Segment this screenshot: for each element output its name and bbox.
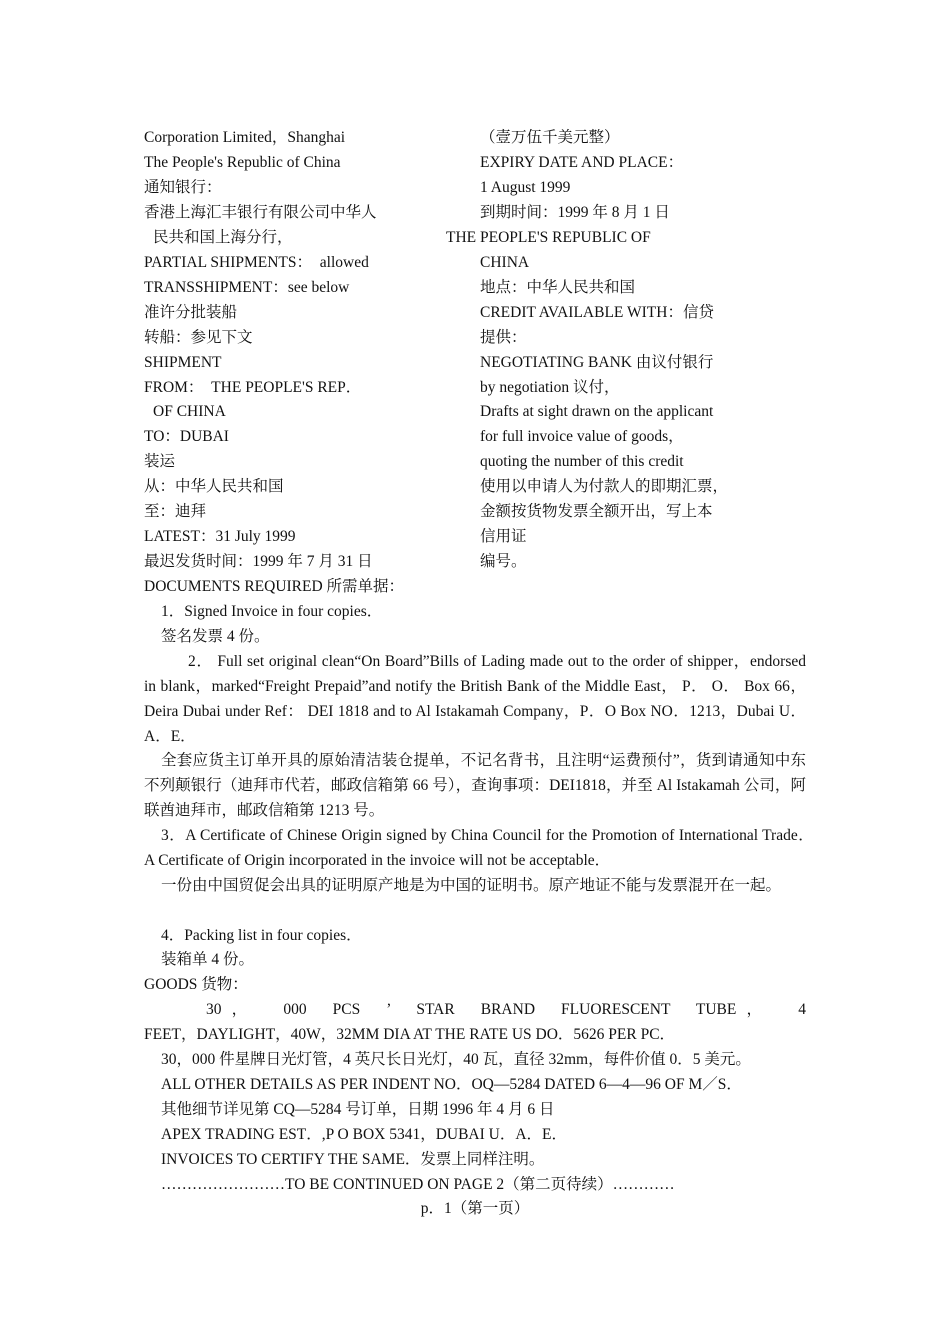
left-line: 民共和国上海分行， bbox=[153, 229, 293, 246]
document-item-3-en: 3．A Certificate of Chinese Origin signed by China Council for the Promotion of International Trade． A Certificate of Origin incorporated in the invoice will not be acceptable． bbox=[144, 827, 822, 869]
document-item-3-cn: 一份由中国贸促会出具的证明原产地是为中国的证明书。原产地证不能与发票混开在一起。 bbox=[161, 877, 782, 894]
goods-line-2: FEET，DAYLIGHT，40W，32MM DIA AT THE RATE US DO．5626 PER PC． bbox=[144, 1026, 676, 1043]
document-item-2-cn: 全套应货主订单开具的原始清洁装仓提单，不记名背书，且注明“运费预付”，货到请通知中东不列颠银行（迪拜市代若，邮政信箱第 66 号），查询事项：DEI1818，并至 Al Istakamah 公司，阿联酋迪拜市，邮政信箱第 1213 号。 bbox=[144, 752, 806, 819]
right-line: CHINA bbox=[480, 254, 530, 271]
goods-cn-line: 30，000 件星牌日光灯管，4 英尺长日光灯，40 瓦，直径 32mm，每件价值 0．5 美元。 bbox=[161, 1051, 751, 1068]
document-item-4-cn: 装箱单 4 份。 bbox=[161, 951, 255, 968]
right-line: 地点：中华人民共和国 bbox=[480, 279, 636, 296]
left-line: 从：中华人民共和国 bbox=[144, 478, 284, 495]
document-item-1-en: 1．Signed Invoice in four copies． bbox=[161, 603, 383, 620]
left-line: 至：迪拜 bbox=[144, 503, 207, 520]
right-line: 使用以申请人为付款人的即期汇票， bbox=[480, 478, 729, 495]
left-line: 最迟发货时间：1999 年 7 月 31 日 bbox=[144, 553, 373, 570]
right-line: 金额按货物发票全额开出，写上本 bbox=[480, 503, 713, 520]
documents-heading: DOCUMENTS REQUIRED 所需单据： bbox=[144, 578, 405, 595]
goods-details-cn: 其他细节详见第 CQ—5284 号订单，日期 1996 年 4 月 6 日 bbox=[161, 1101, 555, 1118]
goods-apex: APEX TRADING EST．,P O BOX 5341，DUBAI U．A．E． bbox=[161, 1126, 568, 1143]
right-line: EXPIRY DATE AND PLACE： bbox=[480, 154, 684, 171]
left-line: TRANSSHIPMENT：see below bbox=[144, 279, 350, 296]
goods-details-en: ALL OTHER DETAILS AS PER INDENT NO．OQ—5284 DATED 6—4—96 OF M／S． bbox=[161, 1076, 742, 1093]
right-line: 编号。 bbox=[480, 553, 527, 570]
right-line: 1 August 1999 bbox=[480, 179, 571, 196]
left-line: 装运 bbox=[144, 453, 176, 470]
left-line: 准许分批装船 bbox=[144, 304, 238, 321]
right-line: 到期时间：1999 年 8 月 1 日 bbox=[480, 204, 670, 221]
right-line: NEGOTIATING BANK 由议付银行 bbox=[480, 354, 714, 371]
left-line: Corporation Limited，Shanghai bbox=[144, 129, 346, 146]
right-line: Drafts at sight drawn on the applicant bbox=[480, 403, 714, 420]
right-line: for full invoice value of goods， bbox=[480, 428, 684, 445]
left-line: The People's Republic of China bbox=[144, 154, 341, 171]
document-item-1-cn: 签名发票 4 份。 bbox=[161, 628, 270, 645]
left-line: PARTIAL SHIPMENTS： allowed bbox=[144, 254, 369, 271]
goods-line-1: 30， 000 PCS ’ STAR BRAND FLUORESCENT TUBE， 4 bbox=[206, 1001, 806, 1018]
right-line: THE PEOPLE'S REPUBLIC OF bbox=[446, 229, 651, 246]
right-line: quoting the number of this credit bbox=[480, 453, 684, 470]
left-line: SHIPMENT bbox=[144, 354, 222, 371]
right-line: （壹万伍千美元整） bbox=[480, 129, 620, 146]
right-line: 信用证 bbox=[480, 528, 527, 545]
document-item-4-en: 4．Packing list in four copies． bbox=[161, 927, 362, 944]
goods-heading: GOODS 货物： bbox=[144, 976, 248, 993]
page-number: p．1（第一页） bbox=[420, 1200, 530, 1217]
left-line: 香港上海汇丰银行有限公司中华人 bbox=[144, 204, 377, 221]
right-line: by negotiation 议付， bbox=[480, 379, 620, 396]
goods-certify: INVOICES TO CERTIFY THE SAME．发票上同样注明。 bbox=[161, 1151, 545, 1168]
left-line: 通知银行： bbox=[144, 179, 222, 196]
document-item-2-en: 2． Full set original clean“On Board”Bills of Lading made out to the order of shipper，endorsed in blank，marked“Freight Prepaid”and notify the British Bank of the Middle East， P． O． Box 66， Deira Dubai under Ref： DEI 1818 and to Al Istakamah Company，P．O Box NO．1213，Dubai U．A．E． bbox=[144, 653, 806, 745]
right-line: 提供： bbox=[480, 329, 527, 346]
left-line: OF CHINA bbox=[153, 403, 226, 420]
left-line: TO：DUBAI bbox=[144, 428, 229, 445]
right-line: CREDIT AVAILABLE WITH：信贷 bbox=[480, 304, 714, 321]
continued-note: ……………………TO BE CONTINUED ON PAGE 2（第二页待续）………… bbox=[161, 1176, 675, 1193]
left-line: 转船：参见下文 bbox=[144, 329, 253, 346]
left-line: LATEST：31 July 1999 bbox=[144, 528, 296, 545]
left-line: FROM： THE PEOPLE'S REP． bbox=[144, 379, 362, 396]
